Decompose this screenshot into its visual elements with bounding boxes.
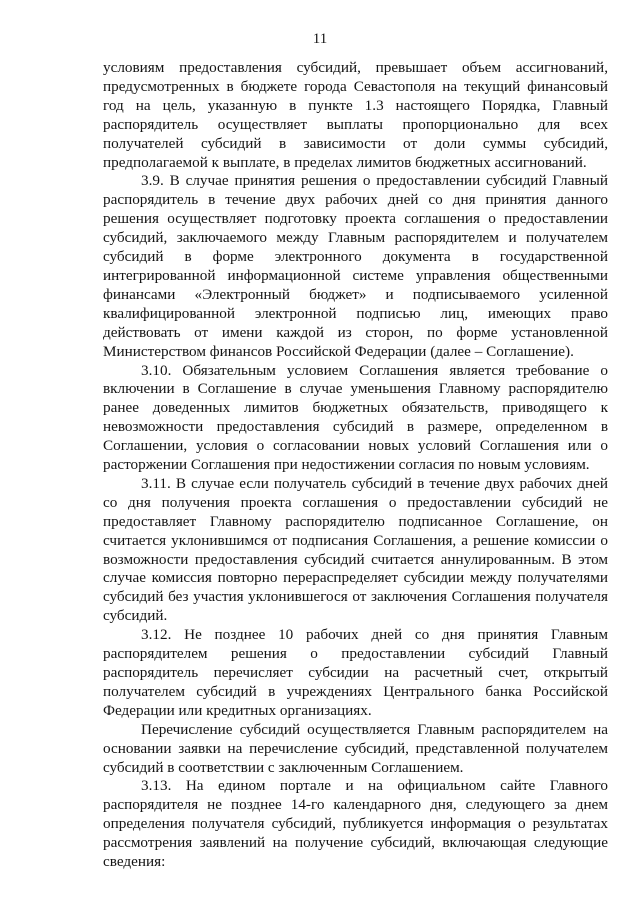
paragraph-3-9: 3.9. В случае принятия решения о предоставлении субсидий Главный распорядитель в течение двух рабочих дней со дня принятия данного решения осуществляет подготовку проекта соглашения о предоставлении субсидий, заключаемого между Главным распорядителем и получателем субсидий в форме электронного документа в государственной интегрированной информационной системе управления общественными финансами «Электронный бюджет» и подписываемого усиленной квалифицированной электронной подписью лиц, имеющих право действовать от имени каждой из сторон, по форме установленной Министерством финансов Российской Федерации (далее – Соглашение). — [103, 172, 608, 360]
paragraph-continuation: условиям предоставления субсидий, превышает объем ассигнований, предусмотренных в бюджете города Севастополя на текущий финансовый год на цель, указанную в пункте 1.3 настоящего Порядка, Главный распорядитель осуществляет выплаты пропорционально для всех получателей субсидий в зависимости от доли суммы субсидий, предполагаемой к выплате, в пределах лимитов бюджетных ассигнований. — [103, 59, 608, 171]
paragraph-3-12: 3.12. Не позднее 10 рабочих дней со дня принятия Главным распорядителем решения о предоставлении субсидий Главный распорядитель перечисляет субсидии на расчетный счет, открытый получателем субсидий в учреждениях Центрального банка Российской Федерации или кредитных организациях. — [103, 626, 608, 719]
paragraph-3-11: 3.11. В случае если получатель субсидий в течение двух рабочих дней со дня получения проекта соглашения о предоставлении субсидий не предоставляет Главному распорядителю подписанное Соглашение, он считается уклонившимся от подписания Соглашения, а решение комиссии о возможности предоставления субсидий считается аннулированным. В этом случае комиссия повторно перераспределяет субсидии между получателями субсидий без участия уклонившегося от заключения Соглашения получателя субсидий. — [103, 474, 608, 625]
document-body — [103, 59, 608, 872]
paragraph-transfer-of-subsidies: Перечисление субсидий осуществляется Главным распорядителем на основании заявки на перечисление субсидий, представленной получателем субсидий в соответствии с заключенным Соглашением. — [103, 720, 608, 776]
page-number: 11 — [312, 31, 328, 47]
paragraph-3-10: 3.10. Обязательным условием Соглашения является требование о включении в Соглашение в случае уменьшения Главному распорядителю ранее доведенных лимитов бюджетных обязательств, приводящего к невозможности предоставления субсидий в размере, определенном в Соглашении, условия о согласовании новых условий Соглашения или о расторжении Соглашения при недостижении согласия по новым условиям. — [103, 361, 608, 474]
paragraph-3-13: 3.13. На едином портале и на официальном сайте Главного распорядителя не позднее 14-го календарного дня, следующего за днем определения получателя субсидий, публикуется информация о результатах рассмотрения заявлений на получение субсидий, включающая следующие сведения: — [103, 777, 608, 871]
